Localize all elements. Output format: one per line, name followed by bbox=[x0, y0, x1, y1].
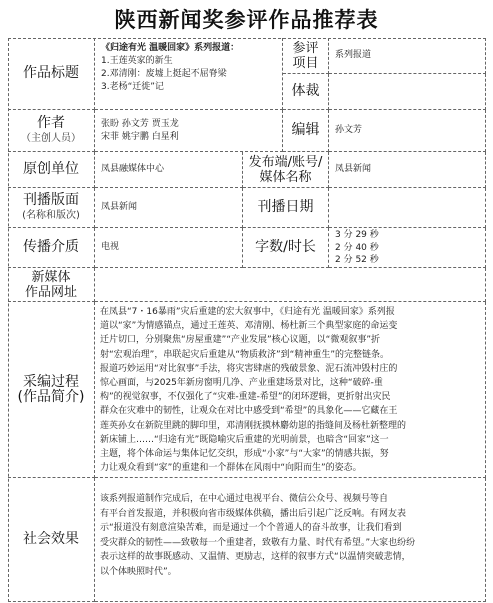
effect-line: 以个体映照时代”。 bbox=[100, 566, 177, 577]
media-value: 电视 bbox=[95, 228, 243, 268]
genre-label: 体裁 bbox=[283, 74, 329, 110]
process-line: 主题，将个体命运与集体记忆交织，形成“小家”与“大家”的情感共振，努 bbox=[100, 449, 389, 460]
new-media-url-label: 新媒体 作品网址 bbox=[8, 268, 95, 302]
entry-item-value: 系列报道 bbox=[329, 38, 486, 74]
author-value: 张盼 孙文芳 贾玉龙 宋菲 姚宇鹏 白星利 bbox=[95, 110, 283, 152]
duration-item: 2 分 40 秒 bbox=[335, 242, 379, 253]
section-value: 凤县新闻 bbox=[95, 188, 243, 228]
publish-account-label: 发布端/账号/ 媒体名称 bbox=[243, 152, 329, 188]
process-line: 力让观众看到“家”的重建和一个群体在风雨中“向阳而生”的姿态。 bbox=[100, 463, 362, 474]
effect-line: 受灾群众的韧性——致敬每一个重建者，致敬有力量、时代有希望。”大家也纷纷 bbox=[100, 537, 416, 548]
original-unit-label: 原创单位 bbox=[8, 152, 95, 188]
work-title-value bbox=[95, 38, 283, 110]
work-title-line: 3.老杨“迁徙”记 bbox=[101, 82, 164, 92]
editor-value: 孙文芳 bbox=[329, 110, 486, 152]
process-line: 道以“家”为情感锚点，通过王莲英、邓清刚、杨杜新三个典型家庭的命运变 bbox=[100, 321, 398, 332]
entry-item-label: 参评 项目 bbox=[283, 38, 329, 74]
publish-date-value bbox=[329, 188, 486, 228]
duration-item: 2 分 52 秒 bbox=[335, 255, 379, 265]
effect-line: 该系列报道制作完成后，在中心通过电视平台、微信公众号、视频号等自 bbox=[100, 494, 389, 504]
duration-item: 3 分 29 秒 bbox=[335, 230, 379, 240]
original-unit-value: 凤县融媒体中心 bbox=[95, 152, 243, 188]
author-label: 作者 （主创人员） bbox=[8, 110, 95, 152]
publish-account-value: 凤县新闻 bbox=[329, 152, 486, 188]
work-title-line: 2.邓清刚：废墟上挺起不屈脊梁 bbox=[101, 69, 227, 79]
genre-value bbox=[329, 74, 486, 110]
process-line: 莲英孙女在新院里跳的脚印里，邓清刚抚摸林麝幼崽的指缝间及杨杜新整理的 bbox=[100, 420, 407, 431]
section-label: 刊播版面 (名称和版次) bbox=[8, 188, 95, 228]
process-line: 群众在灾难中的韧性，让观众在对比中感受到“希望”的具象化——它藏在王 bbox=[100, 406, 398, 417]
word-count-label: 字数/时长 bbox=[243, 228, 329, 268]
duration-value bbox=[329, 228, 486, 268]
effect-line: 有平台首发报道，并积极向省市级媒体供稿，播出后引起广泛反响。有网友表 bbox=[100, 508, 407, 519]
recommendation-form-table bbox=[8, 38, 486, 602]
work-title-line: 《归途有光 温暖回家》系列报道： bbox=[101, 43, 240, 53]
effect-line: 表示这样的故事既感动、又温情、更励志，这样的叙事方式“以温情突破悲情， bbox=[100, 552, 411, 563]
work-title-line: 1.王莲英家的新生 bbox=[101, 56, 173, 66]
process-line: 构”的视觉叙事，不仅强化了“灾难-重建-希望”的闭环逻辑，更折射出灾民 bbox=[100, 392, 391, 403]
process-line: 射“宏观治理”，串联起灾后重建从“物质救济”到“精神重生”的完整链条。 bbox=[100, 349, 389, 360]
work-title-label: 作品标题 bbox=[8, 38, 95, 110]
process-description bbox=[95, 302, 486, 478]
editor-label: 编辑 bbox=[283, 110, 329, 152]
process-line: 迁片切口，分别聚焦“房屋重建”“产业发展”核心议题，以“微观叙事”折 bbox=[100, 335, 380, 346]
process-label: 采编过程 (作品简介) bbox=[8, 302, 95, 478]
page-title: 陕西新闻奖参评作品推荐表 bbox=[114, 7, 379, 32]
process-line: 新床铺上……“归途有光”既隐喻灾后重建的光明前景，也暗含“回家”这一 bbox=[100, 434, 389, 445]
publish-date-label: 刊播日期 bbox=[243, 188, 329, 228]
process-line: 惊心画面，与2025年新房窗明几净、产业重建场景对比，这种“破碎-重 bbox=[100, 378, 383, 389]
process-line: 报道巧妙运用“对比叙事”手法，将灾害肆虐的残破景象、泥石流冲毁村庄的 bbox=[100, 363, 398, 374]
social-effect-label: 社会效果 bbox=[8, 478, 95, 602]
media-label: 传播介质 bbox=[8, 228, 95, 268]
effect-line: 示“报道没有刻意渲染苦难，而是通过一个个普通人的奋斗故事，让我们看到 bbox=[100, 523, 402, 534]
new-media-url-value bbox=[95, 268, 486, 302]
process-line: 在凤县“7・16暴雨”灾后重建的宏大叙事中，《归途有光 温暖回家》系列报 bbox=[100, 307, 395, 317]
social-effect-description bbox=[95, 478, 486, 602]
